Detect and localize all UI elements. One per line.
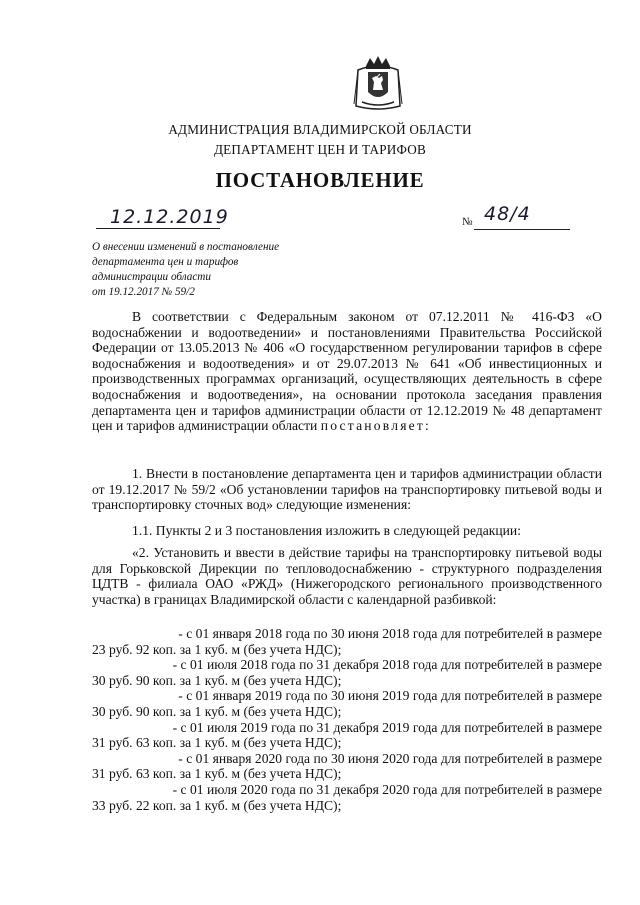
handwritten-number: 48/4 [484, 203, 531, 225]
subject-line: администрации области [92, 271, 211, 283]
tariff-list [92, 626, 602, 813]
point-1-text: 1. Внести в постановление департамента цен и тарифов администрации области от 19.12.2017 № 59/2 «Об установлении тарифов на транспортировку питьевой воды и транспортировку сточных вод» следующие изменения: [92, 466, 602, 513]
list-item [92, 688, 602, 719]
coat-of-arms-icon [352, 52, 404, 112]
intro-text: В соответствии с Федеральным законом от 07.12.2011 № 416-ФЗ «О водоснабжении и водоотведении» и постановлениями Правительства Российской Федерации от 13.05.2013 № 406 «О государственном регулировании тарифов в сфере водоснабжения и водоотведения» и от 29.07.2013 № 641 «Об инвестиционных и производственных программах организаций, осуществляющих деятельность в сфере водоснабжения и водоотведения», на основании протокола заседания правления департамента цен и тарифов администрации области от 12.12.2019 № 48 департамент цен и тарифов администрации области [92, 309, 602, 434]
point-1-1 [92, 523, 602, 539]
list-item [92, 657, 602, 688]
list-item [92, 720, 602, 751]
header-administration: АДМИНИСТРАЦИЯ ВЛАДИМИРСКОЙ ОБЛАСТИ [168, 122, 472, 137]
subject-line: О внесении изменений в постановление [92, 241, 280, 253]
tariff-period: - с 01 июля 2018 года по 31 декабря 2018 года для потребителей в размере [172, 657, 602, 673]
number-label: № [462, 216, 473, 228]
point-2 [92, 545, 602, 607]
tariff-price: 30 руб. 90 коп. за 1 куб. м (без учета НДС); [92, 672, 342, 688]
subject-block [92, 240, 352, 300]
subject-line: от 19.12.2017 № 59/2 [92, 286, 195, 298]
list-item [92, 626, 602, 657]
tariff-price: 33 руб. 22 коп. за 1 куб. м (без учета НДС); [92, 797, 342, 813]
number-underline [474, 229, 570, 230]
tariff-period: - с 01 января 2020 года по 30 июня 2020 года для потребителей в размере [178, 750, 602, 766]
point-1 [92, 466, 602, 513]
intro-paragraph [92, 309, 602, 434]
point-2-text: «2. Установить и ввести в действие тарифы на транспортировку питьевой воды для Горьковской Дирекции по тепловодоснабжению - структурного подразделения ЦДТВ - филиала ОАО «РЖД» (Нижегородского регионального производственного участка) в границах Владимирской области с календарной разбивкой: [92, 545, 602, 607]
handwritten-date: 12.12.2019 [110, 206, 229, 228]
tariff-price: 31 руб. 63 коп. за 1 куб. м (без учета НДС); [92, 766, 342, 782]
tariff-period: - с 01 января 2018 года по 30 июня 2018 года для потребителей в размере [178, 626, 602, 641]
list-item [92, 782, 602, 813]
tariff-price: 30 руб. 90 коп. за 1 куб. м (без учета НДС); [92, 703, 342, 719]
tariff-period: - с 01 января 2019 года по 30 июня 2019 года для потребителей в размере [178, 688, 602, 704]
date-underline [96, 228, 220, 229]
tariff-price: 31 руб. 63 коп. за 1 куб. м (без учета НДС); [92, 735, 342, 751]
tariff-period: - с 01 июля 2020 года по 31 декабря 2020 года для потребителей в размере [172, 781, 602, 797]
list-item [92, 751, 602, 782]
header-department: ДЕПАРТАМЕНТ ЦЕН И ТАРИФОВ [213, 142, 427, 157]
point-1-1-text: 1.1. Пункты 2 и 3 постановления изложить в следующей редакции: [132, 523, 521, 538]
document-title: ПОСТАНОВЛЕНИЕ [215, 168, 425, 192]
tariff-period: - с 01 июля 2019 года по 31 декабря 2019 года для потребителей в размере [172, 719, 602, 735]
tariff-price: 23 руб. 92 коп. за 1 куб. м (без учета НДС); [92, 641, 342, 657]
subject-line: департамента цен и тарифов [92, 256, 239, 268]
decree-word: постановляет: [320, 418, 432, 434]
